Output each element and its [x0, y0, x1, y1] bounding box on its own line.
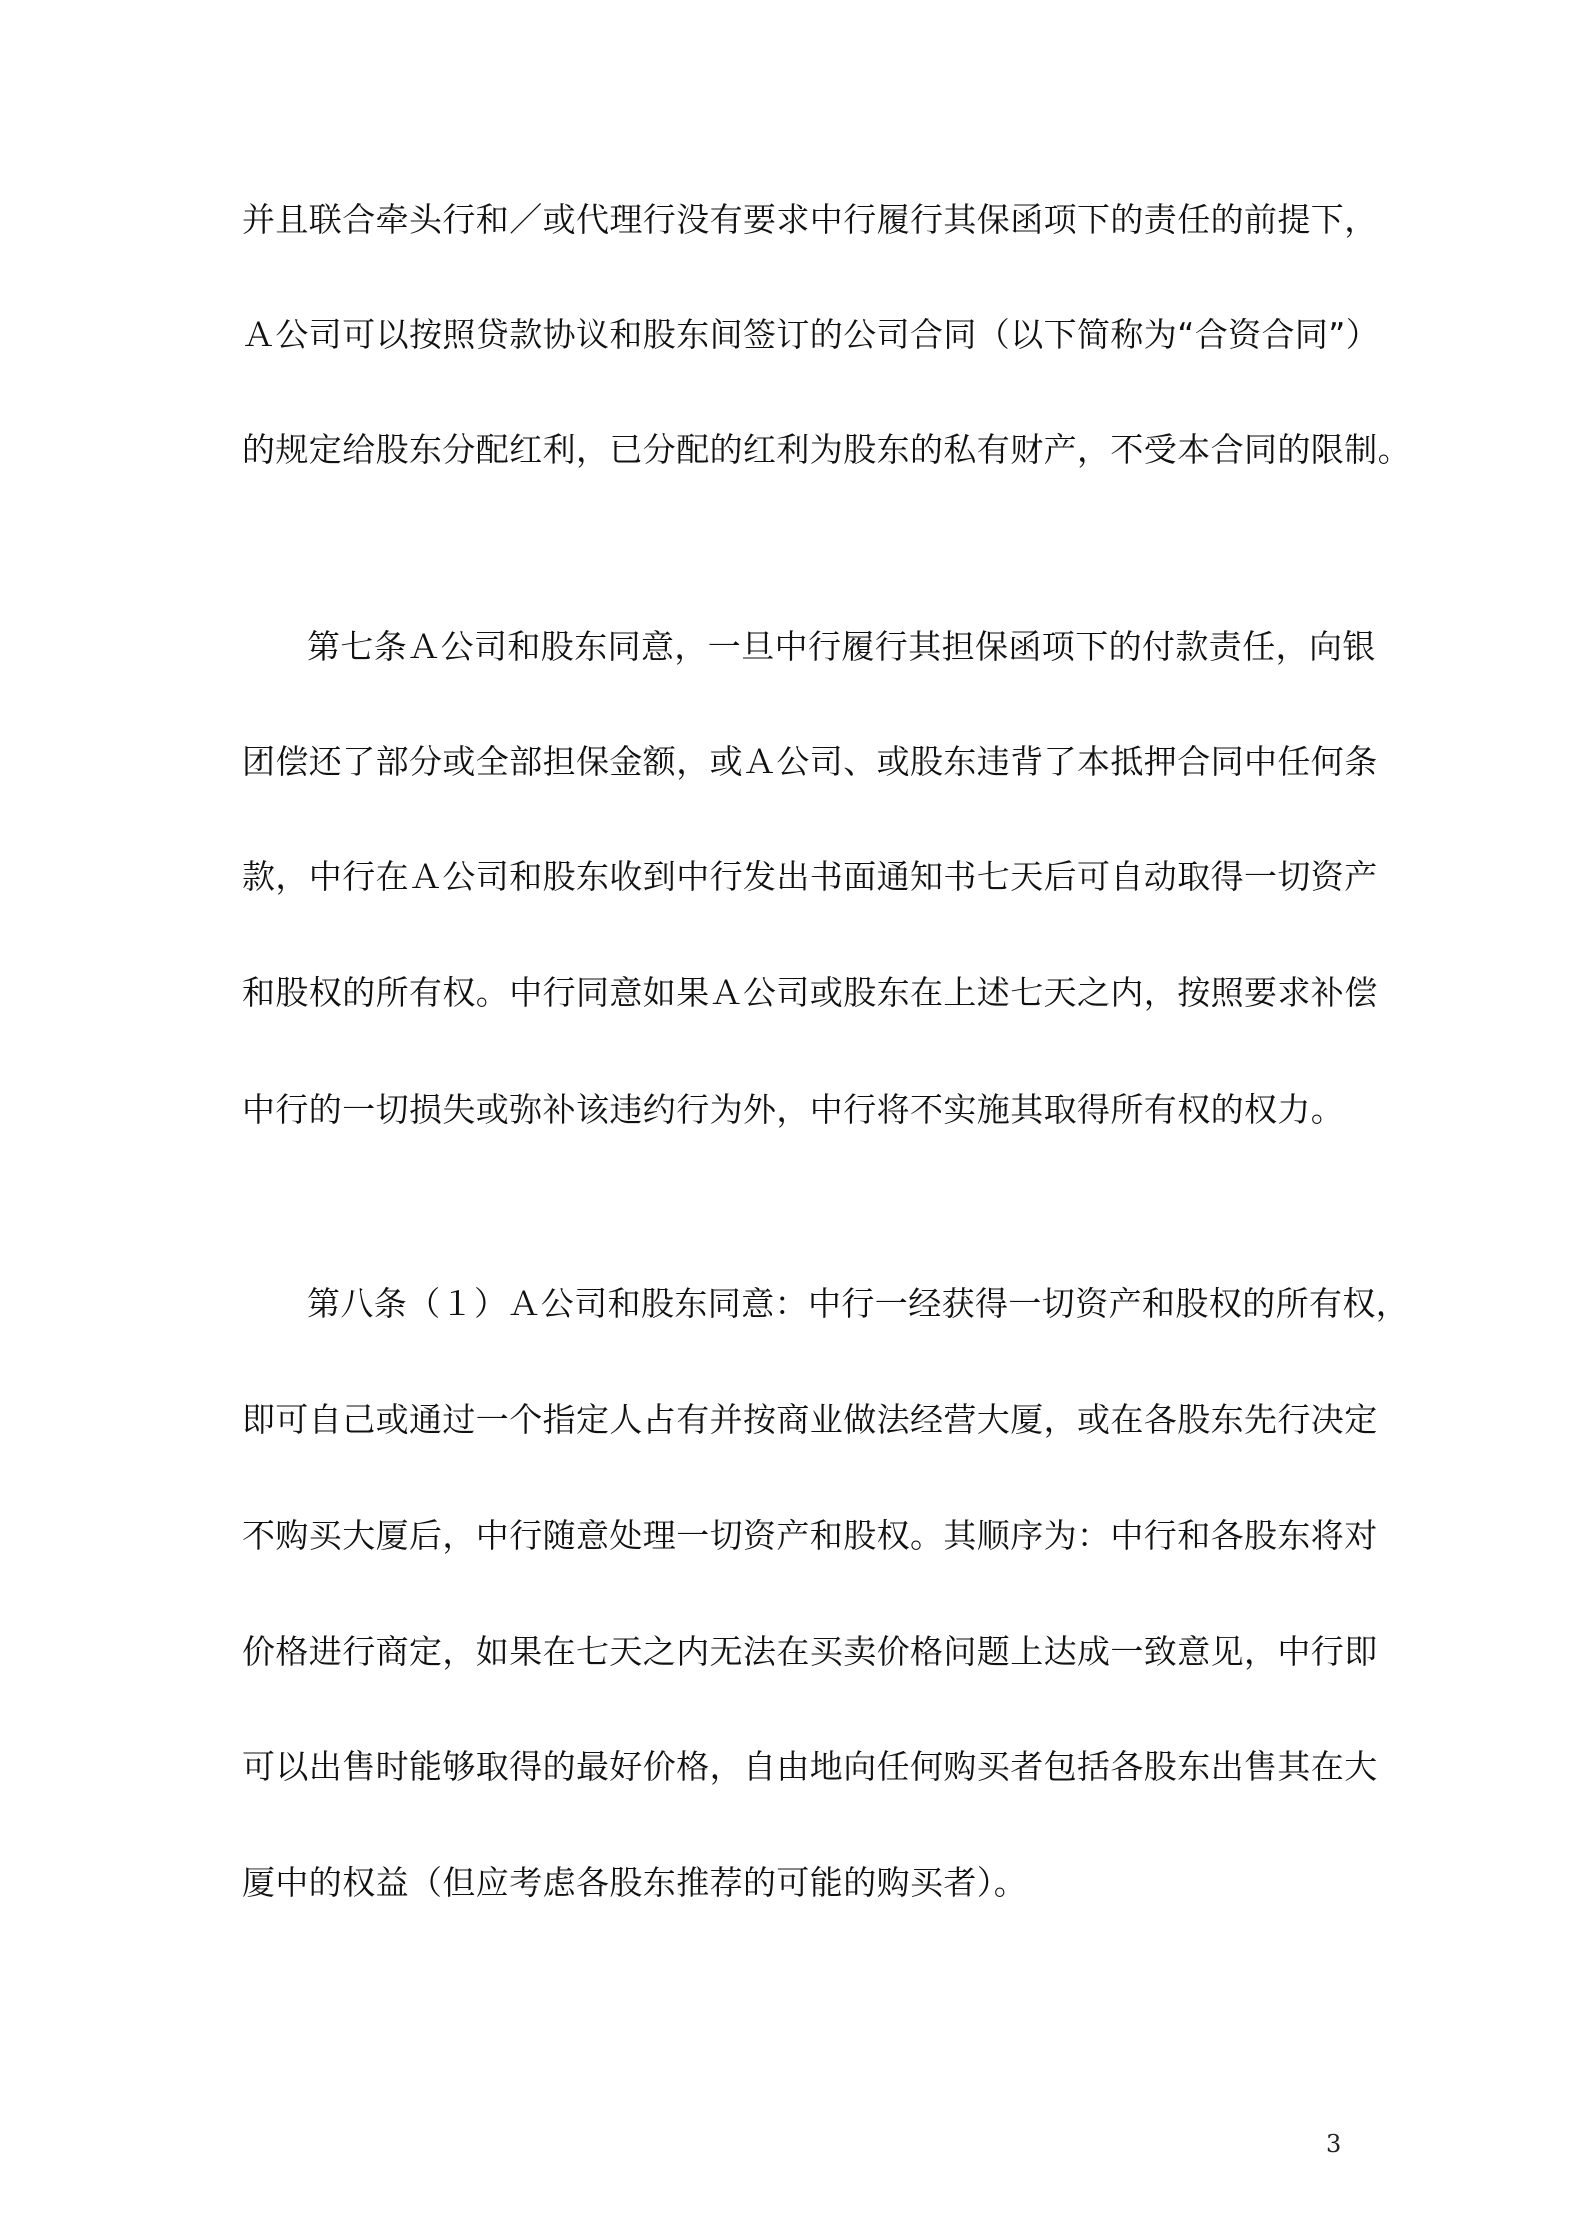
text-line: 即可自己或通过一个指定人占有并按商业做法经营大厦，或在各股东先行决定 — [242, 1400, 1378, 1439]
page-number: 3 — [1326, 2130, 1342, 2158]
text-line: 不购买大厦后，中行随意处理一切资产和股权。其顺序为：中行和各股东将对 — [242, 1516, 1378, 1555]
text-line: 的规定给股东分配红利，已分配的红利为股东的私有财产，不受本合同的限制。 — [242, 430, 1411, 469]
text-line: 并且联合牵头行和／或代理行没有要求中行履行其保函项下的责任的前提下， — [242, 200, 1378, 239]
text-line: 价格进行商定，如果在七天之内无法在买卖价格问题上达成一致意见，中行即 — [242, 1632, 1378, 1671]
text-line: 第八条（１）Ａ公司和股东同意：中行一经获得一切资产和股权的所有权， — [307, 1284, 1410, 1323]
text-line: 团偿还了部分或全部担保金额，或Ａ公司、或股东违背了本抵押合同中任何条 — [242, 742, 1378, 781]
text-line: 和股权的所有权。中行同意如果Ａ公司或股东在上述七天之内，按照要求补偿 — [242, 973, 1378, 1012]
text-line: Ａ公司可以按照贷款协议和股东间签订的公司合同（以下简称为“合资合同”） — [242, 315, 1380, 354]
text-line: 第七条Ａ公司和股东同意，一旦中行履行其担保函项下的付款责任，向银 — [307, 627, 1376, 666]
text-line: 厦中的权益（但应考虑各股东推荐的可能的购买者）。 — [242, 1863, 1028, 1902]
text-line: 中行的一切损失或弥补该违约行为外，中行将不实施其取得所有权的权力。 — [242, 1090, 1345, 1129]
text-line: 款，中行在Ａ公司和股东收到中行发出书面通知书七天后可自动取得一切资产 — [242, 857, 1378, 896]
text-line: 可以出售时能够取得的最好价格，自由地向任何购买者包括各股东出售其在大 — [242, 1747, 1378, 1786]
